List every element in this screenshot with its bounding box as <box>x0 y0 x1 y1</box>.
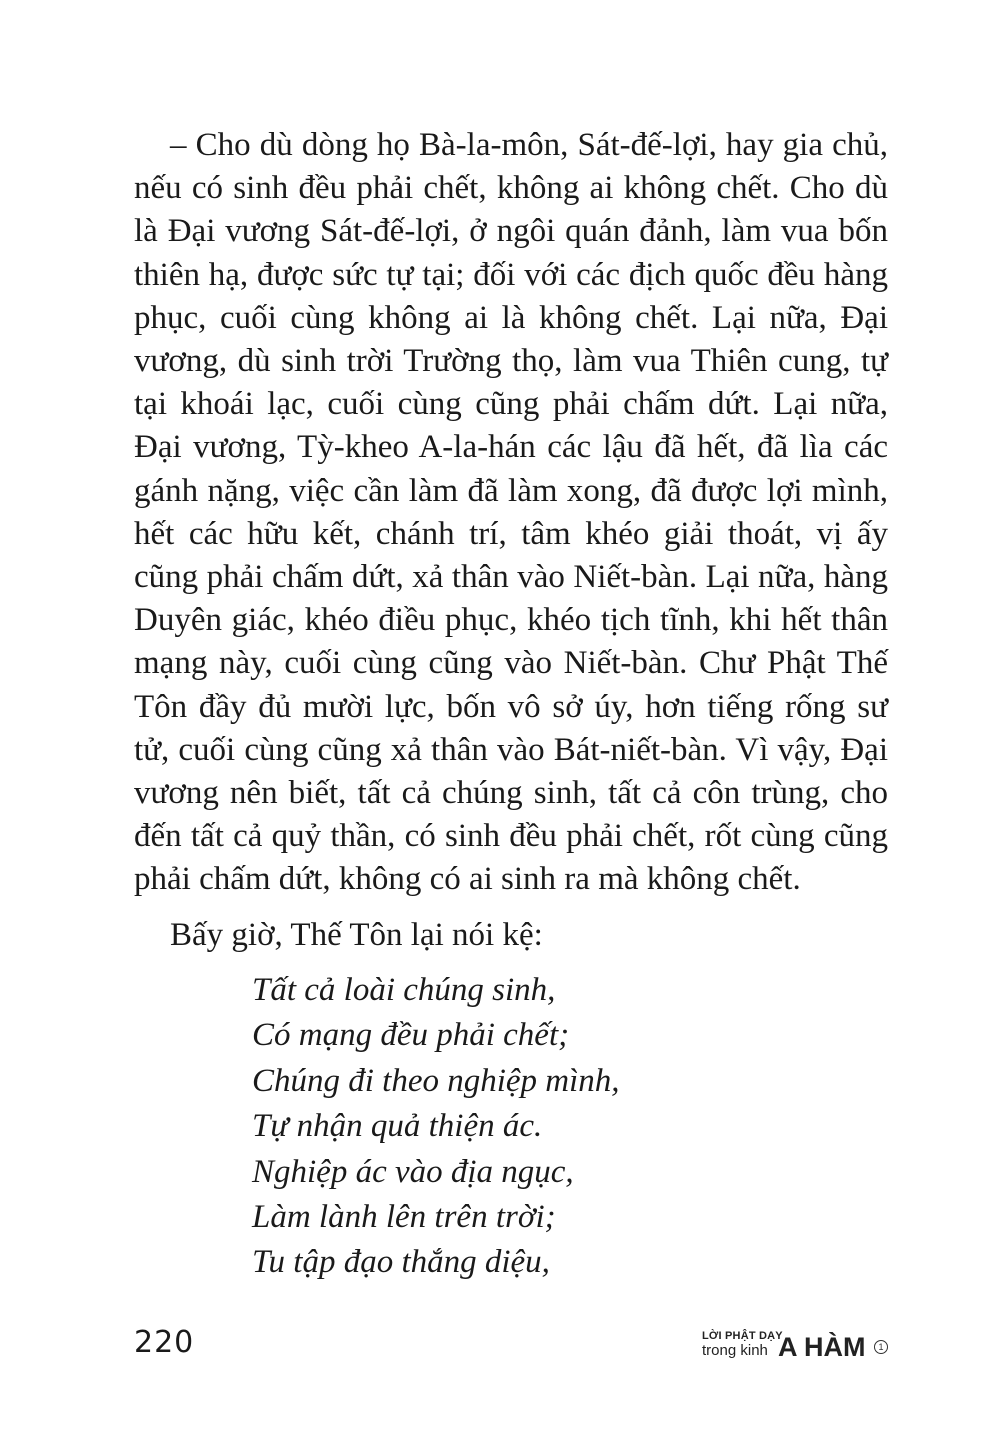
page-number: 220 <box>134 1325 195 1360</box>
verse-line: Tu tập đạo thắng diệu, <box>252 1244 550 1281</box>
verse-line: Nghiệp ác vào địa ngục, <box>252 1153 574 1190</box>
verse-line: Chúng đi theo nghiệp mình, <box>252 1062 620 1099</box>
verse-line: Tất cả loài chúng sinh, <box>252 972 556 1008</box>
verse-line: Có mạng đều phải chết; <box>252 1017 570 1054</box>
paragraph-main: – Cho dù dòng họ Bà-la-môn, Sát-đế-lợi, hay gia chủ, nếu có sinh đều phải chết, không ai không chết. Cho dù là Đại vương Sát-đế-lợi, ở ngôi quán đảnh, làm vua bốn thiên hạ, được sức tự tại; đối với các địch quốc đều hàng phục, cuối cùng không ai là không chết. Lại nữa, Đại vương, dù sinh trời Trường thọ, làm vua Thiên cung, tự tại khoái lạc, cuối cùng cũng phải chấm dứt. Lại nữa, Đại vương, Tỳ-kheo A-la-hán các lậu đã hết, đã lìa các gánh nặng, việc cần làm đã làm xong, đã được lợi mình, hết các hữu kết, chánh trí, tâm khéo giải thoát, vị ấy cũng phải chấm dứt, xả thân vào Niết-bàn. Lại nữa, hàng Duyên giác, khéo điều phục, khéo tịch tĩnh, khi hết thân mạng này, cuối cùng cũng vào Niết-bàn. Chư Phật Thế Tôn đầy đủ mười lực, bốn vô sở úy, hơn tiếng rống sư tử, cuối cùng cũng xả thân vào Bát-niết-bàn. Vì vậy, Đại vương nên biết, tất cả chúng sinh, tất cả côn trùng, cho đến tất cả quỷ thần, có sinh đều phải chết, rốt cùng cũng phải chấm dứt, không có ai sinh ra mà không chết. <box>134 127 888 898</box>
logo-line-bottom: trong kinh <box>702 1342 768 1359</box>
book-series-logo <box>702 1328 892 1364</box>
volume-badge: 1 <box>874 1340 888 1354</box>
verse-block <box>252 968 620 1286</box>
paragraph-intro-verse: Bấy giờ, Thế Tôn lại nói kệ: <box>170 916 543 953</box>
body-text <box>134 124 888 957</box>
logo-line-top: LỜI PHẬT DẠY <box>702 1330 783 1342</box>
verse-line: Làm lành lên trên trời; <box>252 1199 556 1236</box>
logo-title: A HÀM <box>778 1332 866 1362</box>
verse-line: Tự nhận quả thiện ác. <box>252 1108 543 1145</box>
